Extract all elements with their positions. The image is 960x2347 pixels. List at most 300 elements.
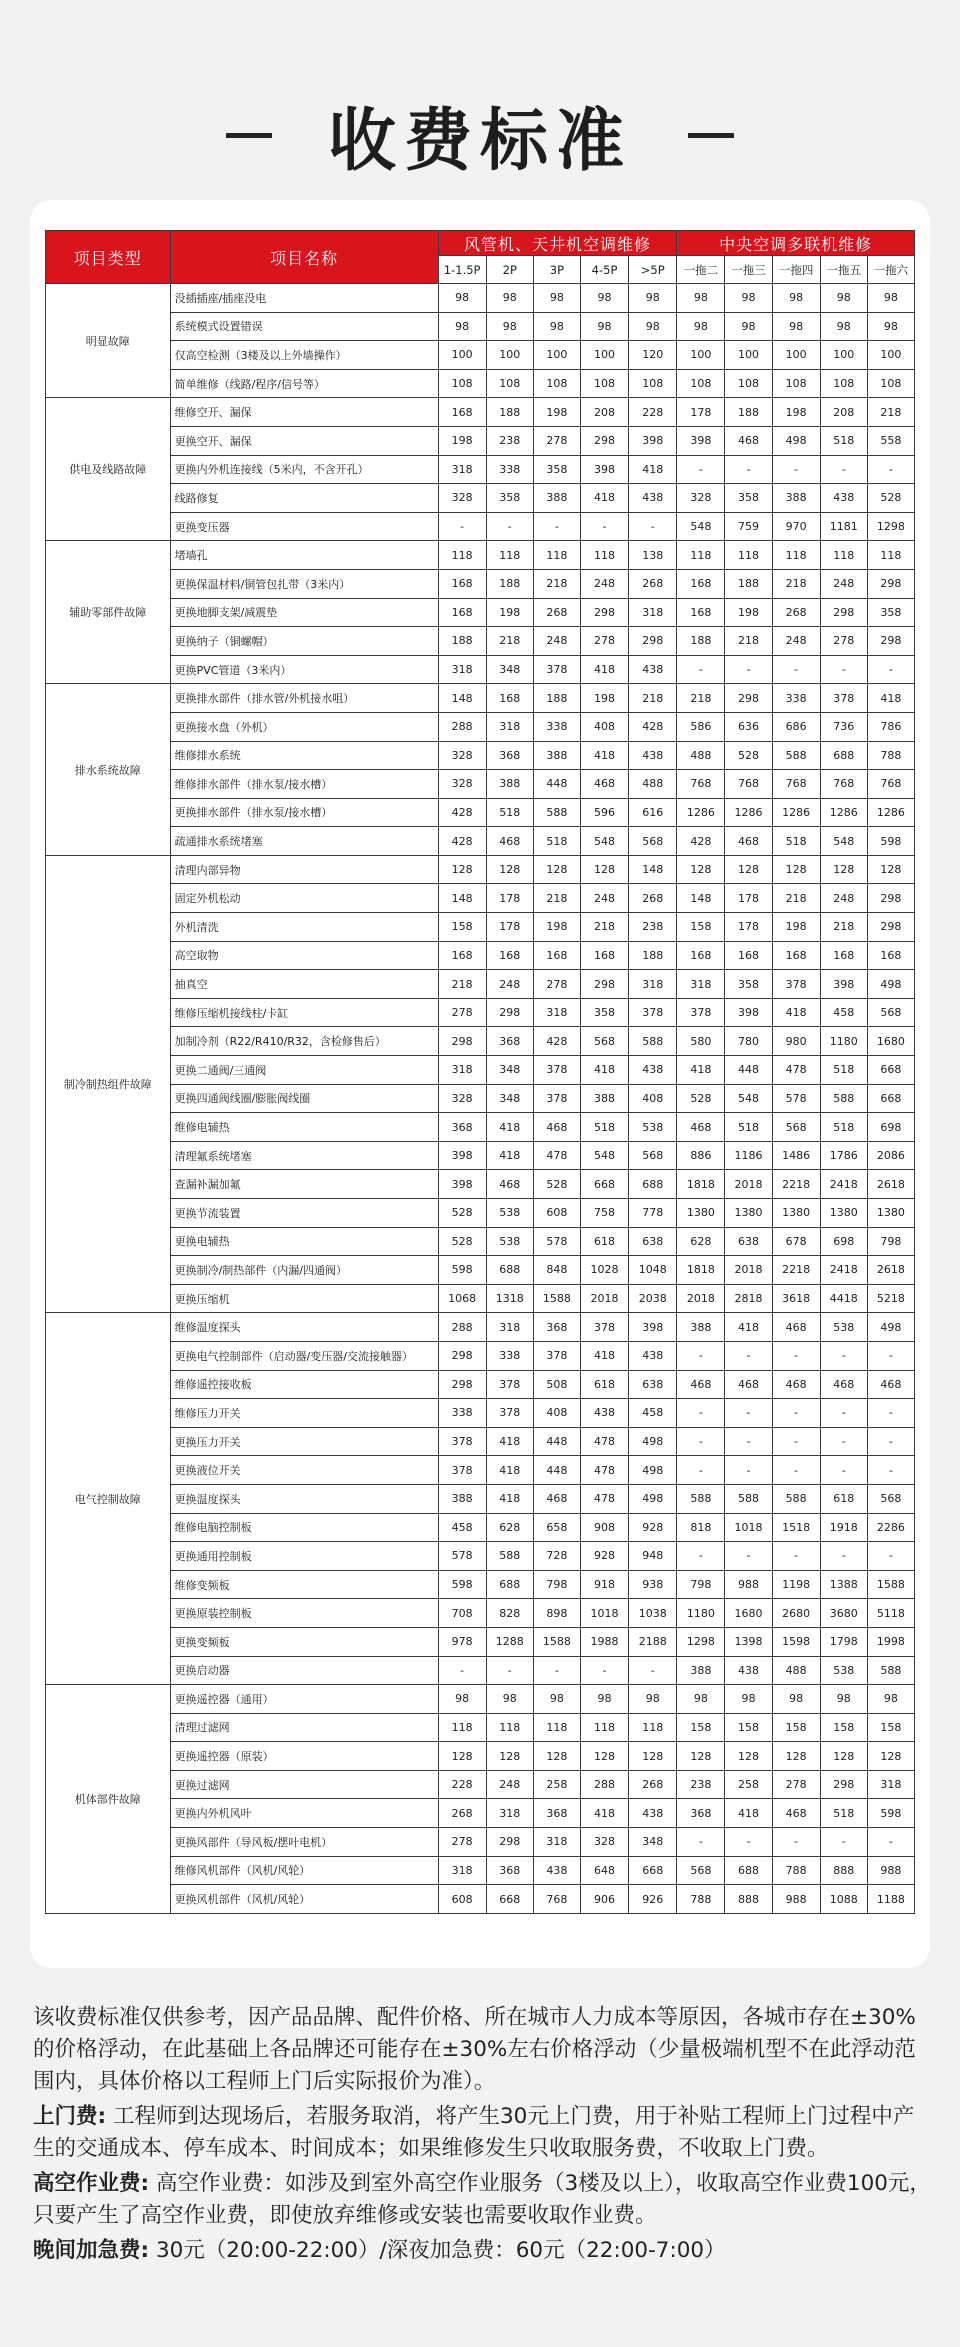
price-table: [45, 230, 915, 1914]
price-cell: 378: [629, 998, 677, 1027]
visit-fee-label: 上门费:: [33, 2104, 107, 2129]
price-cell: 188: [438, 627, 486, 656]
item-name-cell: 更换电气控制部件（启动器/变压器/交流接触器）: [170, 1341, 438, 1370]
price-cell: 108: [820, 369, 867, 398]
price-cell: 418: [486, 1456, 533, 1485]
table-row: [46, 1027, 915, 1056]
price-cell: 3618: [772, 1284, 820, 1313]
price-cell: 218: [533, 884, 580, 913]
price-cell: 668: [867, 1056, 914, 1085]
price-cell: 518: [820, 1056, 867, 1085]
price-cell: 598: [867, 827, 914, 856]
price-cell: 408: [629, 1084, 677, 1113]
price-cell: 318: [533, 998, 580, 1027]
price-cell: 378: [772, 970, 820, 999]
price-cell: 2038: [629, 1284, 677, 1313]
table-row: [46, 655, 915, 684]
price-cell: 218: [580, 913, 628, 942]
price-cell: 588: [772, 741, 820, 770]
price-cell: 328: [438, 741, 486, 770]
table-row: [46, 1570, 915, 1599]
price-cell: 438: [580, 1399, 628, 1428]
price-cell: 178: [486, 913, 533, 942]
price-cell: 518: [580, 1113, 628, 1142]
item-name-cell: 维修电辅热: [170, 1113, 438, 1142]
price-cell: 148: [438, 884, 486, 913]
price-cell: 588: [820, 1084, 867, 1113]
price-cell: 818: [677, 1513, 725, 1542]
price-cell: 628: [486, 1513, 533, 1542]
table-row: [46, 684, 915, 713]
price-cell: 278: [438, 1828, 486, 1857]
visit-fee-text: 工程师到达现场后，若服务取消，将产生30元上门费，用于补贴工程师上门过程中产生的交通成本、停车成本、时间成本；如果维修发生只收取服务费，不收取上门费。: [33, 2104, 915, 2161]
price-cell: 548: [580, 827, 628, 856]
item-name-cell: 维修电脑控制板: [170, 1513, 438, 1542]
price-cell: 218: [486, 627, 533, 656]
price-cell: 100: [725, 341, 772, 370]
category-cell: 排水系统故障: [46, 684, 171, 856]
price-cell: -: [677, 1399, 725, 1428]
price-cell: 378: [533, 1056, 580, 1085]
table-row: [46, 998, 915, 1027]
item-name-cell: 更换二通阀/三通阀: [170, 1056, 438, 1085]
price-cell: 398: [677, 426, 725, 455]
price-cell: 1286: [820, 798, 867, 827]
price-cell: 108: [486, 369, 533, 398]
item-name-cell: 更换内外机连接线（5米内，不含开孔）: [170, 455, 438, 484]
price-cell: 248: [486, 1770, 533, 1799]
price-cell: 636: [725, 712, 772, 741]
price-cell: 538: [820, 1656, 867, 1685]
price-cell: 368: [533, 1313, 580, 1342]
price-cell: 448: [533, 1427, 580, 1456]
item-name-cell: 堵墙孔: [170, 541, 438, 570]
table-row: [46, 1799, 915, 1828]
price-cell: 970: [772, 512, 820, 541]
price-cell: -: [533, 512, 580, 541]
price-cell: -: [772, 455, 820, 484]
table-row: [46, 1141, 915, 1170]
price-cell: 158: [677, 1713, 725, 1742]
price-cell: 458: [629, 1399, 677, 1428]
price-cell: 238: [486, 426, 533, 455]
price-cell: 98: [867, 284, 914, 313]
price-cell: 498: [629, 1456, 677, 1485]
table-row: [46, 1685, 915, 1714]
price-cell: 118: [772, 541, 820, 570]
price-cell: 788: [867, 741, 914, 770]
price-cell: 1588: [867, 1570, 914, 1599]
price-cell: 188: [486, 398, 533, 427]
item-name-cell: 更换节流装置: [170, 1199, 438, 1228]
price-cell: -: [820, 1341, 867, 1370]
price-cell: 100: [820, 341, 867, 370]
table-row: [46, 1341, 915, 1370]
price-cell: 468: [486, 1170, 533, 1199]
price-cell: 548: [677, 512, 725, 541]
price-cell: 378: [580, 1313, 628, 1342]
price-cell: -: [772, 1828, 820, 1857]
price-cell: 378: [438, 1456, 486, 1485]
price-cell: 498: [629, 1427, 677, 1456]
price-cell: 1998: [867, 1627, 914, 1656]
price-cell: 168: [677, 569, 725, 598]
price-cell: 908: [580, 1513, 628, 1542]
price-cell: 698: [867, 1113, 914, 1142]
price-cell: 1988: [580, 1627, 628, 1656]
price-cell: 698: [820, 1227, 867, 1256]
price-cell: 438: [629, 1056, 677, 1085]
size-header-central: 一拖五: [820, 256, 867, 284]
item-name-cell: 更换变频板: [170, 1627, 438, 1656]
price-cell: 418: [486, 1484, 533, 1513]
price-cell: 148: [629, 855, 677, 884]
price-cell: 98: [580, 1685, 628, 1714]
price-cell: 1181: [820, 512, 867, 541]
price-cell: 278: [438, 998, 486, 1027]
price-cell: -: [867, 1542, 914, 1571]
price-cell: 418: [725, 1313, 772, 1342]
price-cell: 100: [580, 341, 628, 370]
price-cell: 596: [580, 798, 628, 827]
price-cell: 318: [438, 1056, 486, 1085]
price-cell: 358: [867, 598, 914, 627]
price-cell: 528: [677, 1084, 725, 1113]
price-cell: 100: [438, 341, 486, 370]
price-cell: 588: [725, 1484, 772, 1513]
item-name-cell: 更换内外机风叶: [170, 1799, 438, 1828]
price-cell: -: [820, 1399, 867, 1428]
price-cell: 128: [486, 855, 533, 884]
size-header-duct: 2P: [486, 256, 533, 284]
price-cell: 98: [533, 1685, 580, 1714]
price-cell: 118: [438, 541, 486, 570]
price-cell: 98: [438, 312, 486, 341]
price-cell: 798: [533, 1570, 580, 1599]
price-cell: 298: [580, 598, 628, 627]
category-cell: 供电及线路故障: [46, 398, 171, 541]
item-name-cell: 外机清洗: [170, 913, 438, 942]
price-cell: 218: [867, 398, 914, 427]
price-cell: 148: [438, 684, 486, 713]
price-cell: 736: [820, 712, 867, 741]
price-cell: 268: [629, 569, 677, 598]
price-cell: 168: [438, 941, 486, 970]
price-cell: 438: [629, 1341, 677, 1370]
price-cell: -: [725, 655, 772, 684]
price-cell: -: [820, 455, 867, 484]
price-cell: 1088: [820, 1885, 867, 1914]
price-cell: 338: [438, 1399, 486, 1428]
price-cell: 408: [533, 1399, 580, 1428]
price-cell: -: [772, 1542, 820, 1571]
item-name-cell: 简单维修（线路/程序/信号等）: [170, 369, 438, 398]
price-cell: 508: [533, 1370, 580, 1399]
price-cell: 128: [438, 1742, 486, 1771]
price-cell: 1380: [820, 1199, 867, 1228]
price-cell: 2188: [629, 1627, 677, 1656]
size-header-duct: >5P: [629, 256, 677, 284]
item-name-cell: 更换保温材料/铜管包扎带（3米内）: [170, 569, 438, 598]
price-cell: 1286: [772, 798, 820, 827]
size-header-central: 一拖二: [677, 256, 725, 284]
price-cell: 988: [725, 1570, 772, 1599]
price-cell: 98: [820, 1685, 867, 1714]
table-row: [46, 855, 915, 884]
price-cell: 98: [677, 284, 725, 313]
price-cell: 98: [533, 312, 580, 341]
price-cell: 388: [533, 484, 580, 513]
price-cell: 2018: [677, 1284, 725, 1313]
price-cell: -: [772, 1427, 820, 1456]
price-cell: 418: [629, 455, 677, 484]
item-name-cell: 更换风部件（导风板/摆叶电机）: [170, 1828, 438, 1857]
price-cell: 588: [772, 1484, 820, 1513]
table-row: [46, 1056, 915, 1085]
price-cell: 768: [820, 770, 867, 799]
price-cell: 438: [629, 484, 677, 513]
item-name-cell: 清理内部异物: [170, 855, 438, 884]
price-cell: 178: [725, 913, 772, 942]
price-cell: 478: [580, 1456, 628, 1485]
price-cell: 478: [580, 1484, 628, 1513]
price-cell: 568: [867, 998, 914, 1027]
price-cell: 608: [438, 1885, 486, 1914]
price-cell: 108: [629, 369, 677, 398]
price-cell: 398: [438, 1170, 486, 1199]
price-cell: 780: [725, 1027, 772, 1056]
night-fee-text: 30元（20:00-22:00）/深夜加急费：60元（22:00-7:00）: [155, 2238, 726, 2263]
table-row: [46, 798, 915, 827]
price-cell: 248: [772, 627, 820, 656]
night-fee-note: [33, 2235, 933, 2267]
group-header-duct: 风管机、天井机空调维修: [438, 231, 677, 256]
price-cell: 828: [486, 1599, 533, 1628]
price-cell: 168: [580, 941, 628, 970]
price-cell: 388: [677, 1313, 725, 1342]
price-cell: 568: [867, 1484, 914, 1513]
price-cell: 448: [533, 1456, 580, 1485]
table-row: [46, 1828, 915, 1857]
price-cell: 598: [438, 1570, 486, 1599]
price-cell: 2086: [867, 1141, 914, 1170]
table-row: [46, 712, 915, 741]
price-cell: 168: [438, 569, 486, 598]
price-cell: 1818: [677, 1256, 725, 1285]
size-header-central: 一拖四: [772, 256, 820, 284]
price-cell: 708: [438, 1599, 486, 1628]
price-cell: 1180: [820, 1027, 867, 1056]
price-cell: 1048: [629, 1256, 677, 1285]
price-cell: 518: [486, 798, 533, 827]
price-cell: 418: [580, 484, 628, 513]
price-cell: 188: [533, 684, 580, 713]
price-cell: 538: [629, 1113, 677, 1142]
price-cell: 128: [486, 1742, 533, 1771]
item-name-cell: 仅高空检测（3楼及以上外墙操作）: [170, 341, 438, 370]
table-row: [46, 1713, 915, 1742]
price-cell: 98: [580, 284, 628, 313]
table-row: [46, 1370, 915, 1399]
price-cell: 98: [438, 1685, 486, 1714]
price-cell: 198: [533, 913, 580, 942]
price-cell: -: [772, 1341, 820, 1370]
price-cell: 268: [533, 598, 580, 627]
price-cell: 418: [580, 1056, 628, 1085]
item-name-cell: 更换温度探头: [170, 1484, 438, 1513]
table-row: [46, 1256, 915, 1285]
price-cell: 588: [629, 1027, 677, 1056]
price-cell: 468: [772, 1313, 820, 1342]
price-cell: 98: [820, 312, 867, 341]
price-cell: 318: [867, 1770, 914, 1799]
category-cell: 机体部件故障: [46, 1685, 171, 1914]
price-cell: 668: [867, 1084, 914, 1113]
price-cell: 468: [677, 1370, 725, 1399]
title-bar: [0, 80, 960, 190]
category-cell: 制冷制热组件故障: [46, 855, 171, 1313]
price-cell: 148: [677, 884, 725, 913]
price-cell: 468: [867, 1370, 914, 1399]
price-cell: 548: [725, 1084, 772, 1113]
price-cell: 428: [438, 827, 486, 856]
price-cell: 298: [438, 1370, 486, 1399]
price-cell: 498: [772, 426, 820, 455]
price-cell: 208: [580, 398, 628, 427]
price-cell: 248: [820, 569, 867, 598]
item-name-cell: 更换液位开关: [170, 1456, 438, 1485]
price-cell: 1288: [486, 1627, 533, 1656]
item-name-cell: 清理氟系统堵塞: [170, 1141, 438, 1170]
price-cell: 580: [677, 1027, 725, 1056]
price-cell: 368: [486, 741, 533, 770]
price-cell: 298: [580, 970, 628, 999]
price-cell: -: [486, 512, 533, 541]
price-cell: 208: [820, 398, 867, 427]
table-row: [46, 398, 915, 427]
price-cell: 458: [820, 998, 867, 1027]
price-cell: 98: [725, 284, 772, 313]
price-cell: -: [772, 1399, 820, 1428]
price-cell: 278: [533, 970, 580, 999]
price-cell: 1286: [867, 798, 914, 827]
price-cell: 398: [629, 1313, 677, 1342]
item-name-cell: 更换接水盘（外机）: [170, 712, 438, 741]
price-cell: 618: [580, 1227, 628, 1256]
table-row: [46, 312, 915, 341]
price-cell: 2418: [820, 1256, 867, 1285]
price-cell: 788: [772, 1856, 820, 1885]
price-cell: 768: [772, 770, 820, 799]
price-cell: 188: [725, 398, 772, 427]
price-cell: 128: [725, 855, 772, 884]
price-cell: 368: [486, 1027, 533, 1056]
price-cell: 418: [486, 1113, 533, 1142]
price-cell: 668: [580, 1170, 628, 1199]
price-cell: 798: [867, 1227, 914, 1256]
price-cell: -: [867, 455, 914, 484]
price-cell: 428: [677, 827, 725, 856]
price-cell: 168: [725, 941, 772, 970]
price-cell: 98: [629, 1685, 677, 1714]
item-name-cell: 更换地脚支架/减震垫: [170, 598, 438, 627]
price-cell: 428: [438, 798, 486, 827]
item-name-cell: 加制冷剂（R22/R410/R32，含检修售后）: [170, 1027, 438, 1056]
price-cell: 1798: [820, 1627, 867, 1656]
price-cell: 928: [580, 1542, 628, 1571]
price-cell: 358: [580, 998, 628, 1027]
price-cell: 388: [486, 770, 533, 799]
price-cell: 328: [438, 770, 486, 799]
price-cell: 218: [533, 569, 580, 598]
price-cell: 418: [580, 741, 628, 770]
price-cell: 118: [580, 541, 628, 570]
price-cell: 378: [677, 998, 725, 1027]
price-cell: 528: [533, 1170, 580, 1199]
price-cell: 498: [867, 970, 914, 999]
table-row: [46, 770, 915, 799]
price-cell: 686: [772, 712, 820, 741]
price-cell: -: [820, 1456, 867, 1485]
item-name-cell: 维修温度探头: [170, 1313, 438, 1342]
price-cell: 118: [629, 1713, 677, 1742]
price-cell: -: [677, 455, 725, 484]
price-cell: 468: [772, 1799, 820, 1828]
size-header-central: 一拖三: [725, 256, 772, 284]
price-cell: 778: [629, 1199, 677, 1228]
price-cell: -: [677, 1828, 725, 1857]
price-cell: 1286: [677, 798, 725, 827]
price-cell: 888: [725, 1885, 772, 1914]
price-cell: 298: [725, 684, 772, 713]
price-cell: 318: [533, 1828, 580, 1857]
price-cell: 128: [629, 1742, 677, 1771]
price-cell: 1018: [725, 1513, 772, 1542]
price-cell: -: [725, 1542, 772, 1571]
price-cell: 588: [677, 1484, 725, 1513]
price-cell: 759: [725, 512, 772, 541]
price-cell: 338: [486, 1341, 533, 1370]
price-cell: 128: [867, 1742, 914, 1771]
price-cell: 118: [486, 1713, 533, 1742]
price-cell: 128: [820, 1742, 867, 1771]
price-cell: 218: [820, 913, 867, 942]
price-cell: 178: [725, 884, 772, 913]
price-cell: -: [867, 1399, 914, 1428]
category-cell: 辅助零部件故障: [46, 541, 171, 684]
table-row: [46, 941, 915, 970]
table-row: [46, 1427, 915, 1456]
price-cell: 448: [533, 770, 580, 799]
price-cell: -: [820, 1828, 867, 1857]
price-cell: 478: [580, 1427, 628, 1456]
price-cell: 128: [867, 855, 914, 884]
price-cell: 128: [772, 1742, 820, 1771]
item-name-cell: 疏通排水系统堵塞: [170, 827, 438, 856]
price-cell: 358: [533, 455, 580, 484]
price-cell: 128: [533, 1742, 580, 1771]
price-cell: 278: [772, 1770, 820, 1799]
size-header-duct: 3P: [533, 256, 580, 284]
price-cell: 218: [772, 884, 820, 913]
price-cell: -: [677, 655, 725, 684]
price-cell: 188: [629, 941, 677, 970]
table-row: [46, 541, 915, 570]
price-cell: 108: [580, 369, 628, 398]
price-cell: -: [867, 1456, 914, 1485]
item-name-cell: 系统模式设置错误: [170, 312, 438, 341]
price-cell: 358: [486, 484, 533, 513]
